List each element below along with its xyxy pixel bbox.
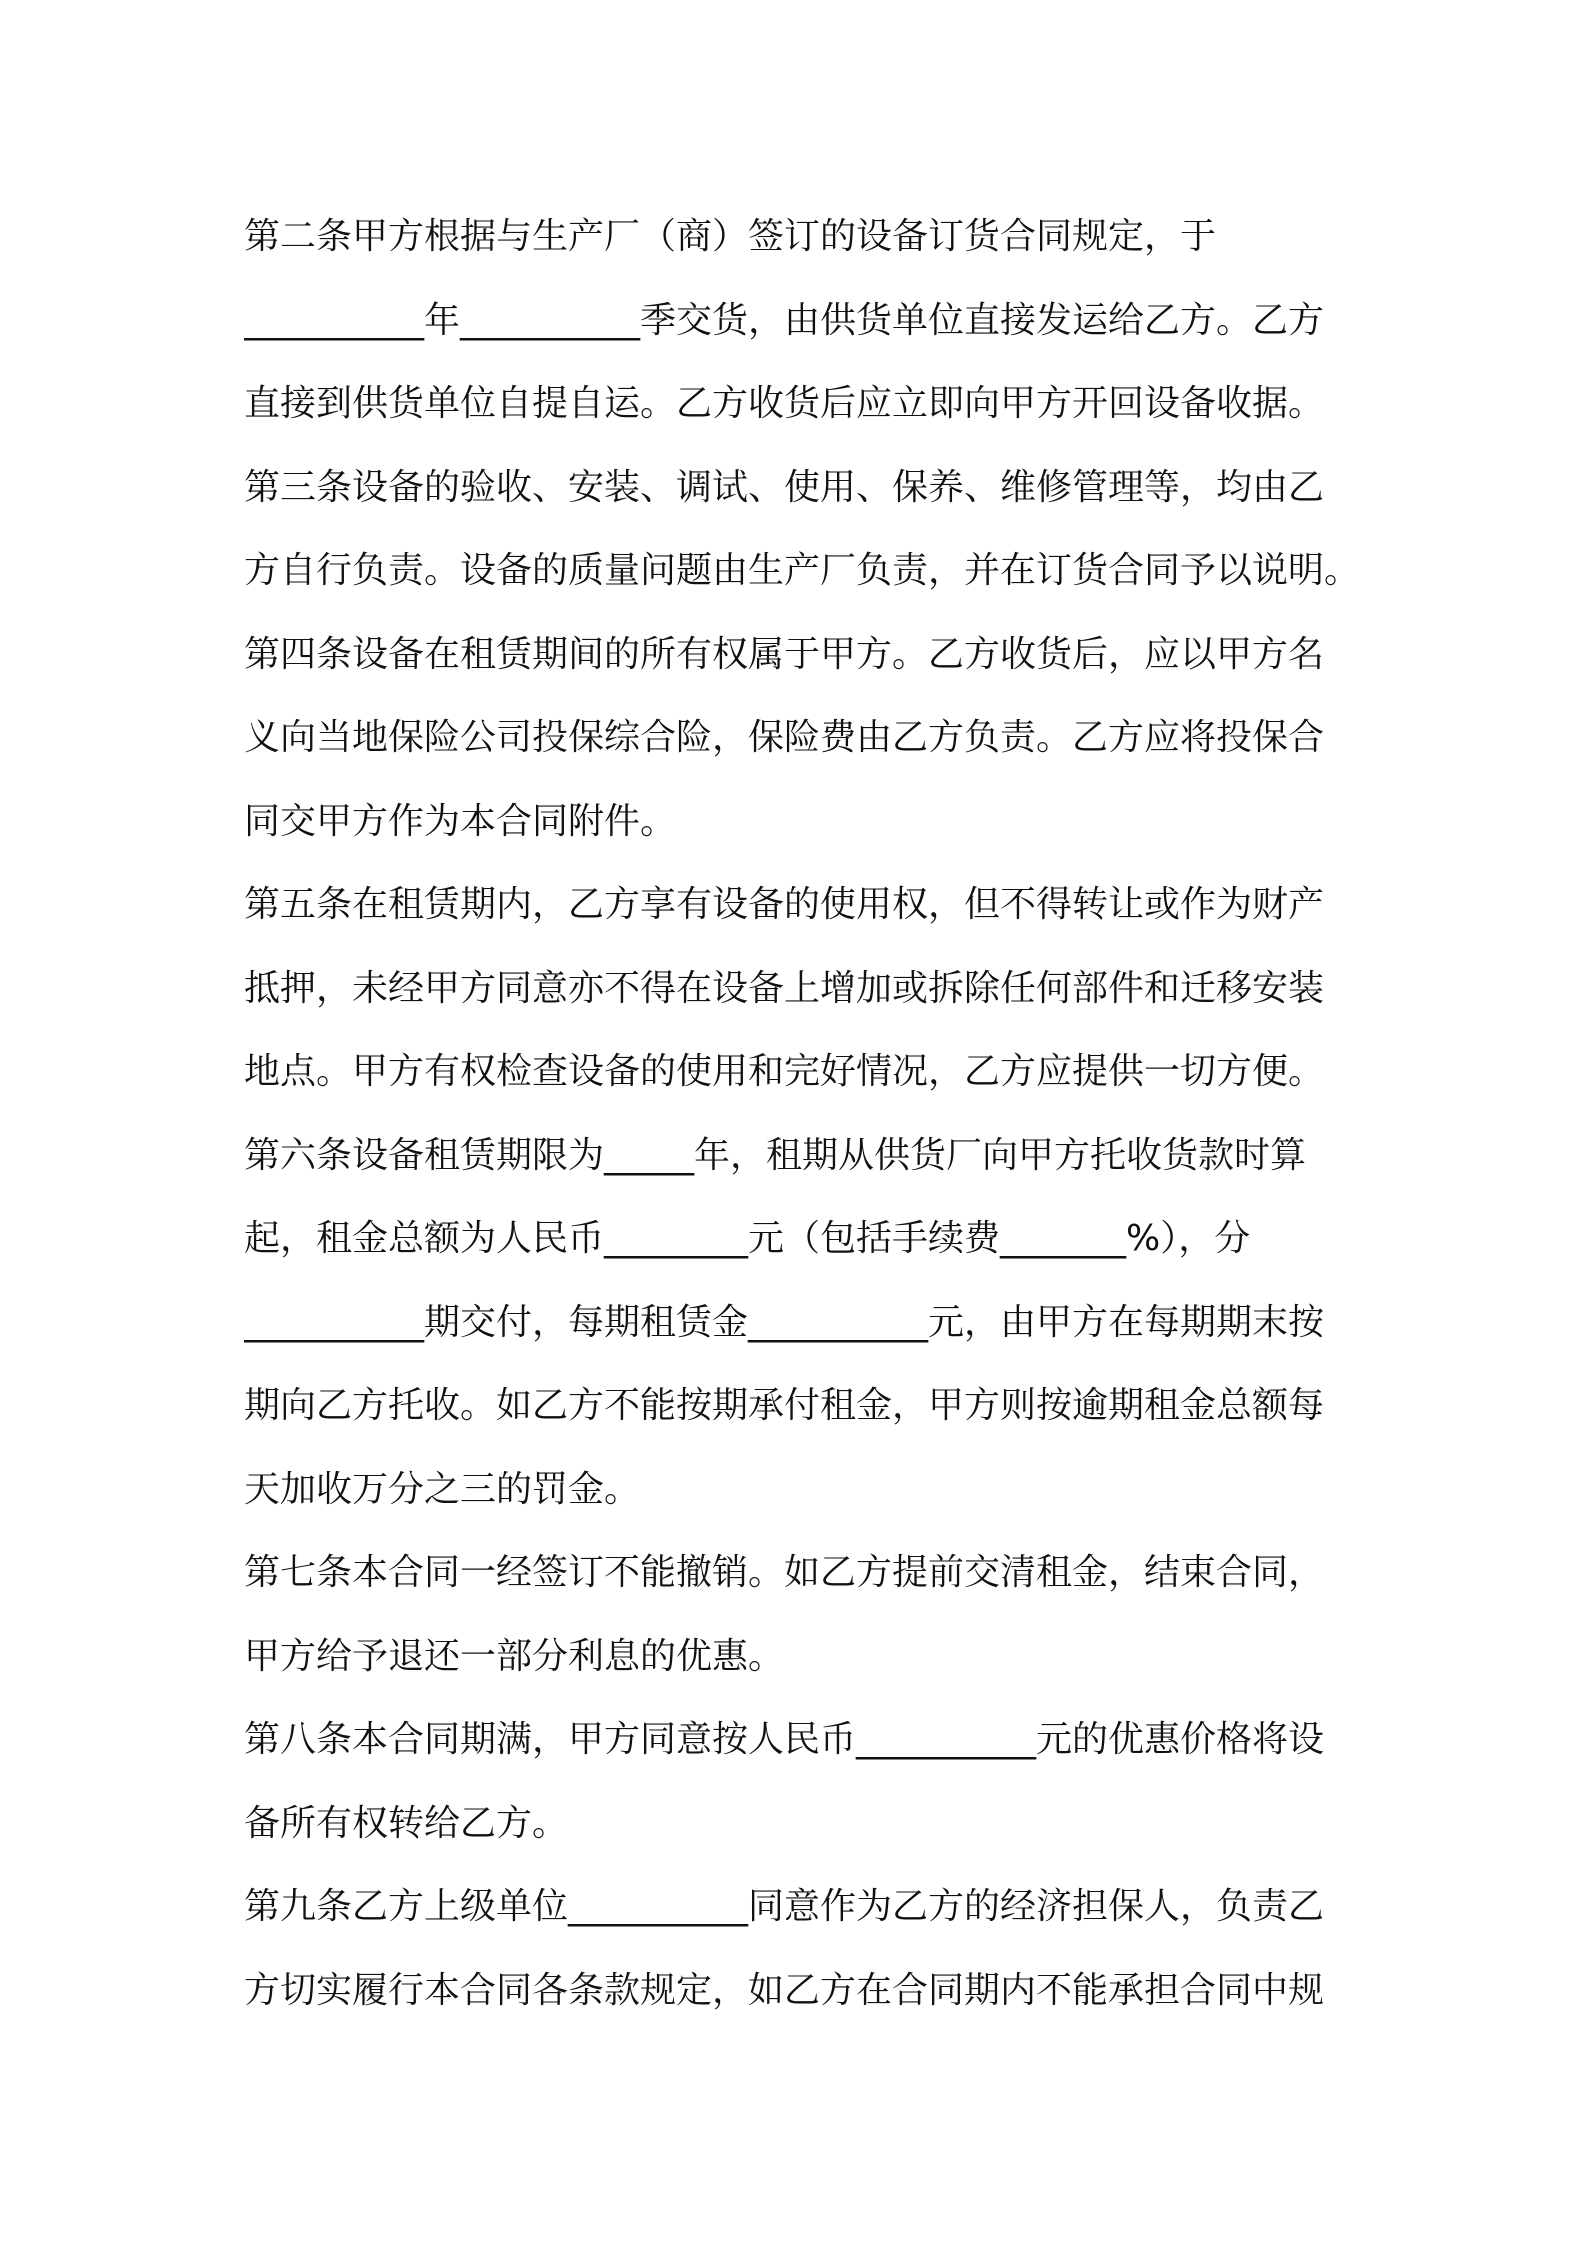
text-line: 直接到供货单位自提自运。乙方收货后应立即向甲方开回设备收据。 <box>244 383 1325 424</box>
text-line: 方自行负责。设备的质量问题由生产厂负责，并在订货合同予以说明。 <box>244 550 1361 591</box>
text-line: 期向乙方托收。如乙方不能按期承付租金，甲方则按逾期租金总额每 <box>244 1385 1325 1426</box>
text-line: 义向当地保险公司投保综合险，保险费由乙方负责。乙方应将投保合 <box>244 717 1325 758</box>
text-line: 起，租金总额为人民币________元（包括手续费_______%），分 <box>244 1218 1251 1259</box>
text-line: 同交甲方作为本合同附件。 <box>244 800 677 842</box>
text-line: 地点。甲方有权检查设备的使用和完好情况，乙方应提供一切方便。 <box>244 1051 1325 1092</box>
text-line: 甲方给予退还一部分利息的优惠。 <box>244 1635 785 1677</box>
text-line: 第七条本合同一经签订不能撤销。如乙方提前交清租金，结束合同， <box>244 1552 1325 1593</box>
text-line: 第四条设备在租赁期间的所有权属于甲方。乙方收货后，应以甲方名 <box>244 633 1325 675</box>
text-line: 第二条甲方根据与生产厂（商）签订的设备订货合同规定，于 <box>244 216 1217 257</box>
text-line: __________期交付，每期租赁金__________元，由甲方在每期期末按 <box>244 1301 1325 1343</box>
text-line: 第三条设备的验收、安装、调试、使用、保养、维修管理等，均由乙 <box>244 466 1325 508</box>
text-line: 第九条乙方上级单位__________同意作为乙方的经济担保人，负责乙 <box>244 1886 1325 1927</box>
contract-text <box>244 195 1364 2032</box>
text-line: 备所有权转给乙方。 <box>244 1802 569 1844</box>
text-line: 抵押，未经甲方同意亦不得在设备上增加或拆除任何部件和迁移安装 <box>244 967 1325 1009</box>
text-line: 第八条本合同期满，甲方同意按人民币__________元的优惠价格将设 <box>244 1719 1325 1760</box>
text-line: 方切实履行本合同各条款规定，如乙方在合同期内不能承担合同中规 <box>244 1969 1325 2011</box>
text-line: 天加收万分之三的罚金。 <box>244 1468 641 1510</box>
text-line: 第六条设备租赁期限为_____年，租期从供货厂向甲方托收货款时算 <box>244 1134 1307 1176</box>
text-line: 第五条在租赁期内，乙方享有设备的使用权，但不得转让或作为财产 <box>244 884 1325 925</box>
text-line: __________年__________季交货，由供货单位直接发运给乙方。乙方 <box>244 299 1325 341</box>
